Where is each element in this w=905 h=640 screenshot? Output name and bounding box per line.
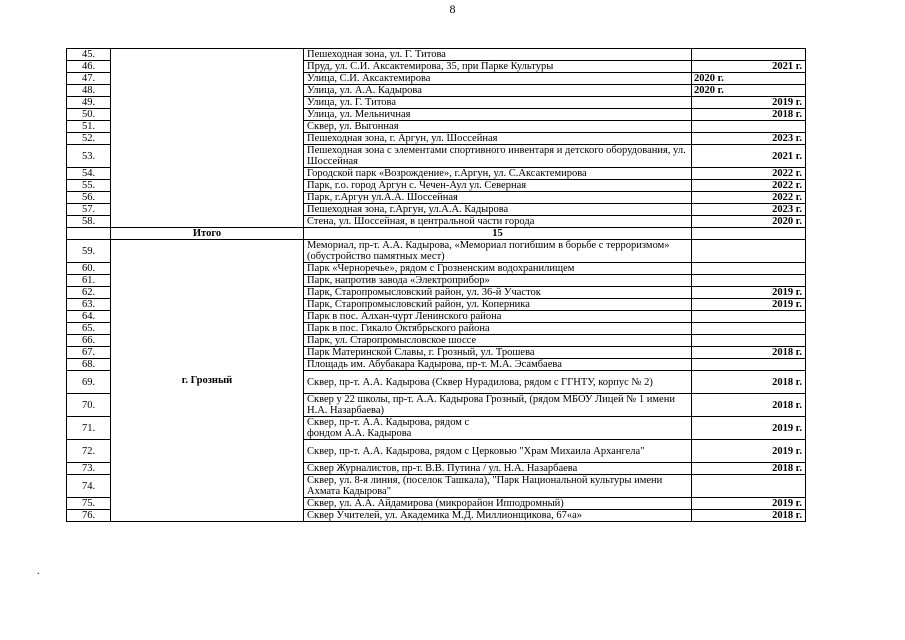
- row-number: 56.: [67, 192, 111, 204]
- stray-mark: .: [37, 566, 40, 577]
- year-cell: [692, 359, 806, 371]
- object-name: Городской парк «Возрождение», г.Аргун, ул. С.Аксактемирова: [304, 168, 692, 180]
- row-number: 74.: [67, 475, 111, 498]
- row-number: 73.: [67, 463, 111, 475]
- object-name: Сквер Журналистов, пр-т. В.В. Путина / ул. Н.А. Назарбаева: [304, 463, 692, 475]
- object-name: Пешеходная зона, г.Аргун, ул.А.А. Кадырова: [304, 204, 692, 216]
- object-name: Сквер, пр-т. А.А. Кадырова, рядом с Церковью "Храм Михаила Архангела": [304, 440, 692, 463]
- year-cell: 2020 г.: [692, 85, 806, 97]
- object-name: Улица, ул. Мельничная: [304, 109, 692, 121]
- object-name: Улица, ул. Г. Титова: [304, 97, 692, 109]
- row-number: 59.: [67, 240, 111, 263]
- year-cell: 2019 г.: [692, 498, 806, 510]
- total-empty-cell: [692, 228, 806, 240]
- year-cell: [692, 475, 806, 498]
- year-cell: 2018 г.: [692, 394, 806, 417]
- district-name: г. Грозный: [111, 240, 304, 522]
- row-number: 71.: [67, 417, 111, 440]
- object-name: Улица, С.И. Аксактемирова: [304, 73, 692, 85]
- row-number: 66.: [67, 335, 111, 347]
- object-name: Парк, Старопромысловский район, ул. Коперника: [304, 299, 692, 311]
- row-number: 53.: [67, 145, 111, 168]
- object-name: Парк, г.о. город Аргун с. Чечен-Аул ул. Северная: [304, 180, 692, 192]
- year-cell: 2022 г.: [692, 192, 806, 204]
- year-cell: [692, 275, 806, 287]
- year-cell: 2018 г.: [692, 347, 806, 359]
- object-name: Пешеходная зона, ул. Г. Титова: [304, 49, 692, 61]
- year-cell: 2018 г.: [692, 510, 806, 522]
- object-name: Парк, ул. Старопромысловское шоссе: [304, 335, 692, 347]
- row-number: 47.: [67, 73, 111, 85]
- object-name: Площадь им. Абубакара Кадырова, пр-т. М.А. Эсамбаева: [304, 359, 692, 371]
- year-cell: 2019 г.: [692, 440, 806, 463]
- row-number: 46.: [67, 61, 111, 73]
- row-number: 52.: [67, 133, 111, 145]
- object-name: Улица, ул. А.А. Кадырова: [304, 85, 692, 97]
- year-cell: 2021 г.: [692, 61, 806, 73]
- objects-table: [66, 48, 806, 522]
- year-cell: 2023 г.: [692, 204, 806, 216]
- row-number: 54.: [67, 168, 111, 180]
- year-cell: [692, 49, 806, 61]
- year-cell: [692, 240, 806, 263]
- row-number: 65.: [67, 323, 111, 335]
- year-cell: 2022 г.: [692, 180, 806, 192]
- object-name: Сквер Учителей, ул. Академика М.Д. Миллионщикова, 67«а»: [304, 510, 692, 522]
- object-name: Сквер, пр-т. А.А. Кадырова, рядом с фондом А.А. Кадырова: [304, 417, 692, 440]
- object-name: Парк «Черноречье», рядом с Грозненским водохранилищем: [304, 263, 692, 275]
- table-row: [67, 49, 806, 61]
- year-cell: 2019 г.: [692, 97, 806, 109]
- year-cell: 2018 г.: [692, 463, 806, 475]
- object-name: Сквер у 22 школы, пр-т. А.А. Кадырова Грозный, (рядом МБОУ Лицей № 1 имени Н.А. Назарбаева): [304, 394, 692, 417]
- row-number: 67.: [67, 347, 111, 359]
- year-cell: [692, 263, 806, 275]
- object-name: Парк Материнской Славы, г. Грозный, ул. Трошева: [304, 347, 692, 359]
- object-name: Сквер, ул. А.А. Айдамирова (микрорайон Ипподромный): [304, 498, 692, 510]
- row-number: 69.: [67, 371, 111, 394]
- row-number: 63.: [67, 299, 111, 311]
- year-cell: [692, 323, 806, 335]
- row-number: 48.: [67, 85, 111, 97]
- object-name: Парк, Старопромысловский район, ул. 36-й Участок: [304, 287, 692, 299]
- row-number: 50.: [67, 109, 111, 121]
- object-name: Пешеходная зона с элементами спортивного инвентаря и детского оборудования, ул. Шоссейная: [304, 145, 692, 168]
- year-cell: 2020 г.: [692, 73, 806, 85]
- row-number: 72.: [67, 440, 111, 463]
- year-cell: 2021 г.: [692, 145, 806, 168]
- year-cell: 2019 г.: [692, 299, 806, 311]
- year-cell: 2022 г.: [692, 168, 806, 180]
- year-cell: 2019 г.: [692, 287, 806, 299]
- year-cell: 2018 г.: [692, 109, 806, 121]
- object-name: Стена, ул. Шоссейная, в центральной части города: [304, 216, 692, 228]
- object-name: Сквер, пр-т. А.А. Кадырова (Сквер Нурадилова, рядом с ГГНТУ, корпус № 2): [304, 371, 692, 394]
- year-cell: 2018 г.: [692, 371, 806, 394]
- row-number: 68.: [67, 359, 111, 371]
- table-row: [67, 240, 806, 263]
- object-name: Пешеходная зона, г. Аргун, ул. Шоссейная: [304, 133, 692, 145]
- row-number: 60.: [67, 263, 111, 275]
- year-cell: 2023 г.: [692, 133, 806, 145]
- year-cell: [692, 311, 806, 323]
- object-name: Мемориал, пр-т. А.А. Кадырова, «Мемориал погибшим в борьбе с терроризмом» (обустройство памятных мест): [304, 240, 692, 263]
- object-name: Парк в пос. Гикало Октябрьского района: [304, 323, 692, 335]
- row-number: 64.: [67, 311, 111, 323]
- page-number: 8: [449, 2, 456, 16]
- row-number: 45.: [67, 49, 111, 61]
- year-cell: 2019 г.: [692, 417, 806, 440]
- row-number: 62.: [67, 287, 111, 299]
- row-number: 75.: [67, 498, 111, 510]
- year-cell: [692, 335, 806, 347]
- district-cell: [111, 49, 304, 228]
- object-name: Парк, напротив завода «Электроприбор»: [304, 275, 692, 287]
- object-name: Пруд, ул. С.И. Аксактемирова, 35, при Парке Культуры: [304, 61, 692, 73]
- total-count: 15: [304, 228, 692, 240]
- object-name: Сквер, ул. 8-я линия, (поселок Ташкала), "Парк Национальной культуры имени Ахмата Кадырова": [304, 475, 692, 498]
- total-label: Итого: [111, 228, 304, 240]
- total-empty-cell: [67, 228, 111, 240]
- row-number: 61.: [67, 275, 111, 287]
- object-name: Парк в пос. Алхан-чурт Ленинского района: [304, 311, 692, 323]
- year-cell: 2020 г.: [692, 216, 806, 228]
- row-number: 57.: [67, 204, 111, 216]
- row-number: 55.: [67, 180, 111, 192]
- total-row: [67, 228, 806, 240]
- object-name: Сквер, ул. Выгонная: [304, 121, 692, 133]
- row-number: 58.: [67, 216, 111, 228]
- year-cell: [692, 121, 806, 133]
- row-number: 76.: [67, 510, 111, 522]
- row-number: 51.: [67, 121, 111, 133]
- object-name: Парк, г.Аргун ул.А.А. Шоссейная: [304, 192, 692, 204]
- row-number: 49.: [67, 97, 111, 109]
- row-number: 70.: [67, 394, 111, 417]
